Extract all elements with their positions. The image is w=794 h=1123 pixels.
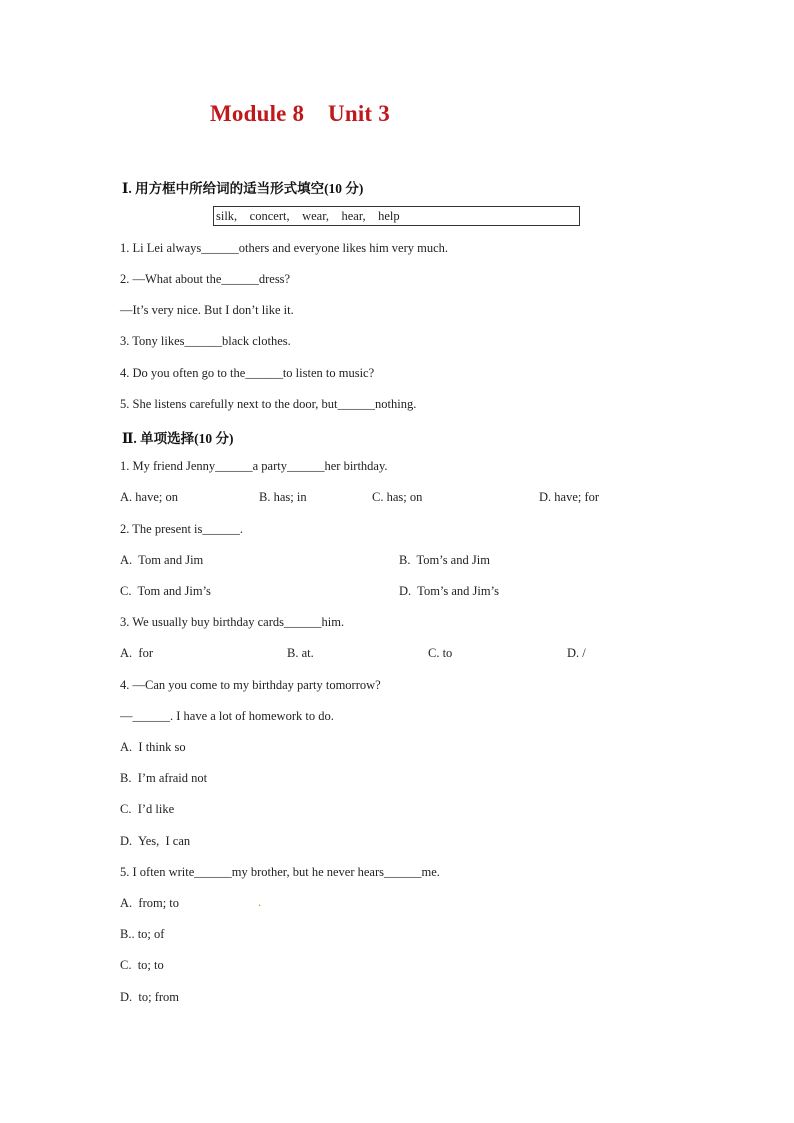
question-2-stem: 2. The present is______. (120, 522, 244, 536)
fill-item-1: 1. Li Lei always______others and everyone likes him very much. (120, 241, 449, 255)
section-2-heading: Ⅱ. 单项选择(10 分) (122, 431, 234, 446)
question-3-option-d: D. / (567, 646, 586, 660)
question-1-option-d: D. have; for (539, 490, 600, 504)
question-2-option-a: A. Tom and Jim (120, 553, 204, 567)
section-1-heading: Ⅰ. 用方框中所给词的适当形式填空(10 分) (122, 181, 364, 196)
fill-item-4: 4. Do you often go to the______to listen to music? (120, 366, 375, 380)
question-4-reply: —______. I have a lot of homework to do. (120, 709, 334, 723)
question-2-option-c: C. Tom and Jim’s (120, 584, 211, 598)
stray-mark: . (258, 895, 262, 909)
question-3-option-b: B. at. (287, 646, 314, 660)
question-5-option-c: C. to; to (120, 958, 164, 972)
question-3-stem: 3. We usually buy birthday cards______him. (120, 615, 345, 629)
fill-item-2: 2. —What about the______dress? (120, 272, 291, 286)
question-2-option-d: D. Tom’s and Jim’s (399, 584, 499, 598)
question-5-stem: 5. I often write______my brother, but he never hears______me. (120, 865, 440, 879)
question-4-option-d: D. Yes, I can (120, 834, 191, 848)
question-1-option-b: B. has; in (259, 490, 307, 504)
word-box: silk, concert, wear, hear, help (213, 206, 580, 226)
question-3-option-c: C. to (428, 646, 453, 660)
question-2-option-b: B. Tom’s and Jim (399, 553, 490, 567)
question-4-option-a: A. I think so (120, 740, 186, 754)
question-1-option-a: A. have; on (120, 490, 178, 504)
fill-item-2-reply: —It’s very nice. But I don’t like it. (120, 303, 294, 317)
fill-item-5: 5. She listens carefully next to the door, but______nothing. (120, 397, 417, 411)
fill-item-3: 3. Tony likes______black clothes. (120, 334, 291, 348)
question-5-option-a: A. from; to (120, 896, 180, 910)
question-1-option-c: C. has; on (372, 490, 423, 504)
question-3-option-a: A. for (120, 646, 153, 660)
question-5-option-d: D. to; from (120, 990, 180, 1004)
question-4-option-b: B. I’m afraid not (120, 771, 208, 785)
question-1-stem: 1. My friend Jenny______a party______her birthday. (120, 459, 388, 473)
question-4-stem: 4. —Can you come to my birthday party tomorrow? (120, 678, 381, 692)
question-4-option-c: C. I’d like (120, 802, 175, 816)
question-5-option-b: B.. to; of (120, 927, 165, 941)
page-title: Module 8 Unit 3 (210, 101, 390, 126)
